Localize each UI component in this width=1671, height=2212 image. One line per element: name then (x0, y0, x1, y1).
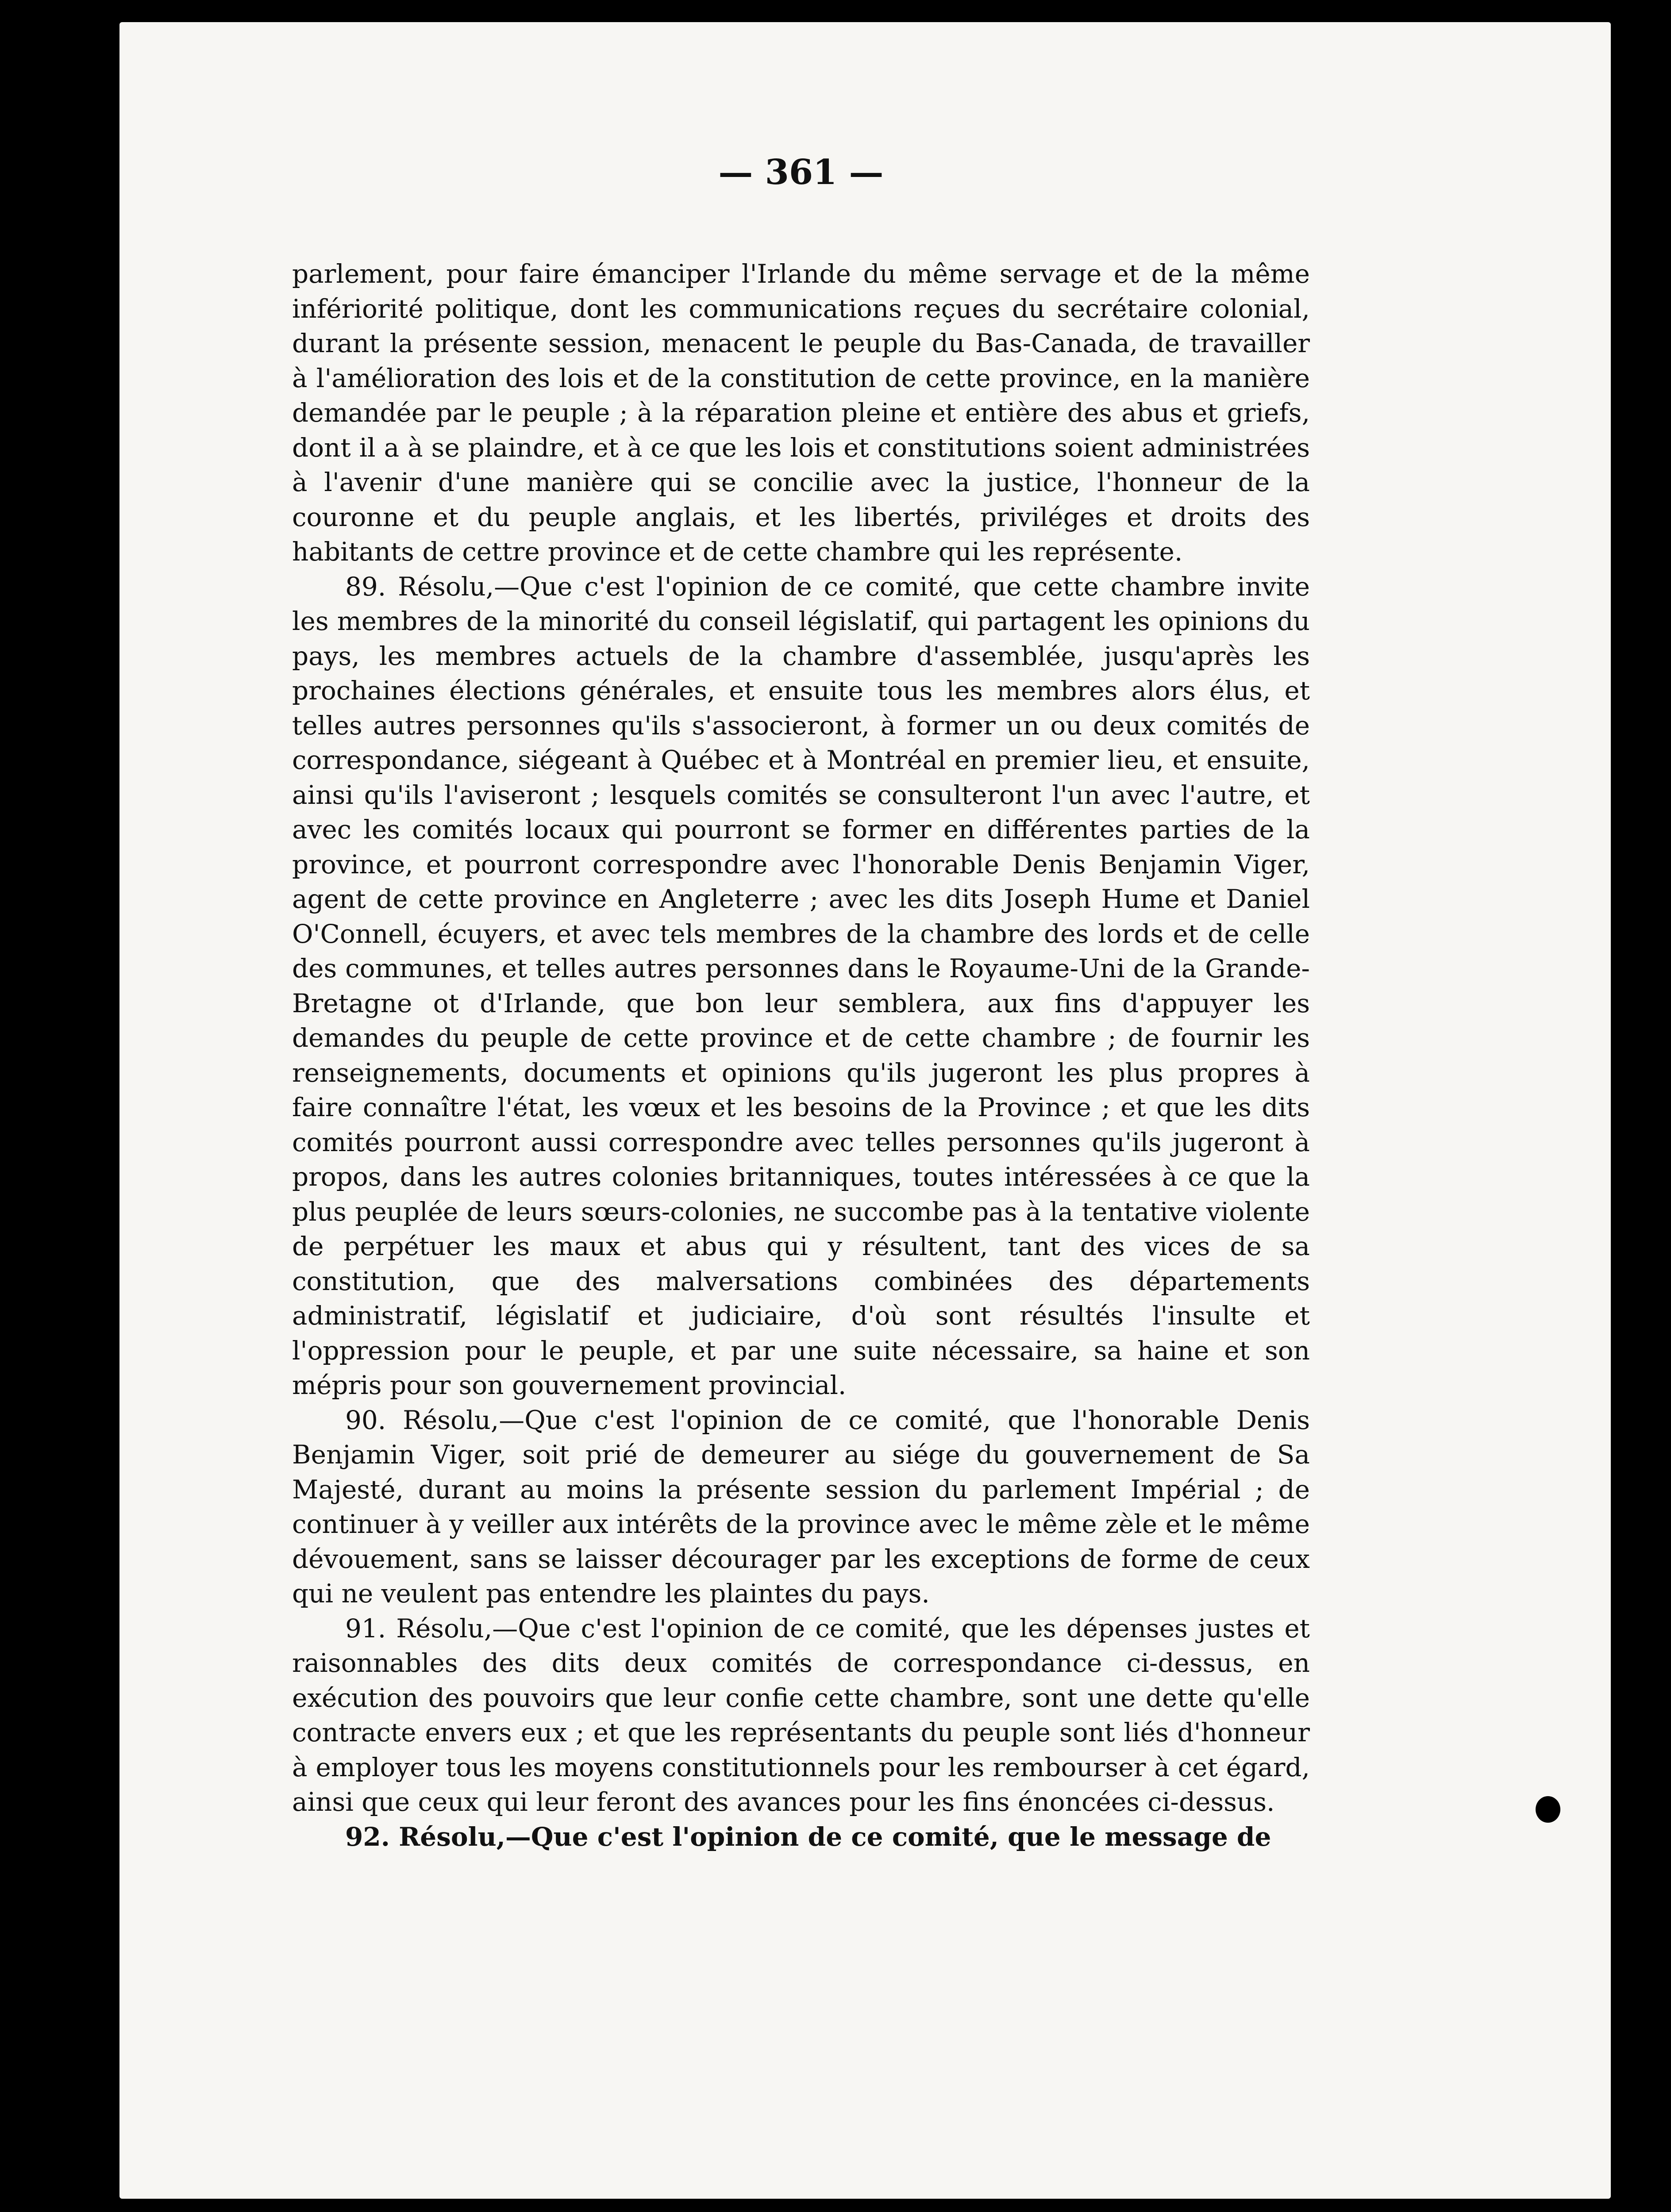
paragraph-resolution-90: 90. Résolu,—Que c'est l'opinion de ce comité, que l'honorable Denis Benjamin Viger, soit prié de demeurer au siége du gouvernement de Sa Majesté, durant au moins la présente session du parlement Impérial ; de continuer à y veiller aux intérêts de la province avec le même zèle et le même dévouement, sans se laisser décourager par les exceptions de forme de ceux qui ne veulent pas entendre les plaintes du pays. (292, 1405, 1310, 1609)
paragraph-resolution-89: 89. Résolu,—Que c'est l'opinion de ce comité, que cette chambre invite les membres de la minorité du conseil législatif, qui partagent les opinions du pays, les membres actuels de la chambre d'assemblée, jusqu'après les prochaines élections générales, et ensuite tous les membres alors élus, et telles autres personnes qu'ils s'associeront, à former un ou deux comités de correspondance, siégeant à Québec et à Montréal en premier lieu, et ensuite, ainsi qu'ils l'aviseront ; lesquels comités se consulteront l'un avec l'autre, et avec les comités locaux qui pourront se former en différentes parties de la province, et pourront correspondre avec l'honorable Denis Benjamin Viger, agent de cette province en Angleterre ; avec les dits Joseph Hume et Daniel O'Connell, écuyers, et avec tels membres de la chambre des lords et de celle des communes, et telles autres personnes dans le Royaume-Uni de la Grande-Bretagne ot d'Irlande, que bon leur semblera, aux fins d'appuyer les demandes du peuple de cette province et de cette chambre ; de fournir les renseignements, documents et opinions qu'ils jugeront les plus propres à faire connaître l'état, les vœux et les besoins de la Province ; et que les dits comités pourront aussi correspondre avec telles personnes qu'ils jugeront à propos, dans les autres colonies britanniques, toutes intéressées à ce que la plus peuplée de leurs sœurs-colonies, ne succombe pas à la tentative violente de perpétuer les maux et abus qui y résultent, tant des vices de sa constitution, que des malversations combinées des départements administratif, législatif et judiciaire, d'où sont résultés l'insulte et l'oppression pour le peuple, et par une suite nécessaire, sa haine et son mépris pour son gouvernement provincial. (292, 571, 1310, 1400)
paragraph-resolution-92: 92. Résolu,—Que c'est l'opinion de ce comité, que le message de (345, 1821, 1271, 1852)
paragraph-continuation: parlement, pour faire émanciper l'Irlande du même servage et de la même infériorité politique, dont les communications reçues du secrétaire colonial, durant la présente session, menacent le peuple du Bas-Canada, de travailler à l'amélioration des lois et de la constitution de cette province, en la manière demandée par le peuple ; à la réparation pleine et entière des abus et griefs, dont il a à se plaindre, et à ce que les lois et constitutions soient administrées à l'avenir d'une manière qui se concilie avec la justice, l'honneur de la couronne et du peuple anglais, et les libertés, priviléges et droits des habitants de cettre province et de cette chambre qui les représente. (292, 259, 1310, 567)
page-number: — 361 — (718, 152, 884, 192)
page-text (292, 150, 1310, 1854)
ink-speck (44, 301, 50, 307)
ink-speck (1536, 1796, 1560, 1823)
paragraph-resolution-91: 91. Résolu,—Que c'est l'opinion de ce comité, que les dépenses justes et raisonnables des dits deux comités de correspondance ci-dessus, en exécution des pouvoirs que leur confie cette chambre, sont une dette qu'elle contracte envers eux ; et que les représentants du peuple sont liés d'honneur à employer tous les moyens constitutionnels pour les rembourser à cet égard, ainsi que ceux qui leur feront des avances pour les fins énoncées ci-dessus. (292, 1613, 1310, 1817)
